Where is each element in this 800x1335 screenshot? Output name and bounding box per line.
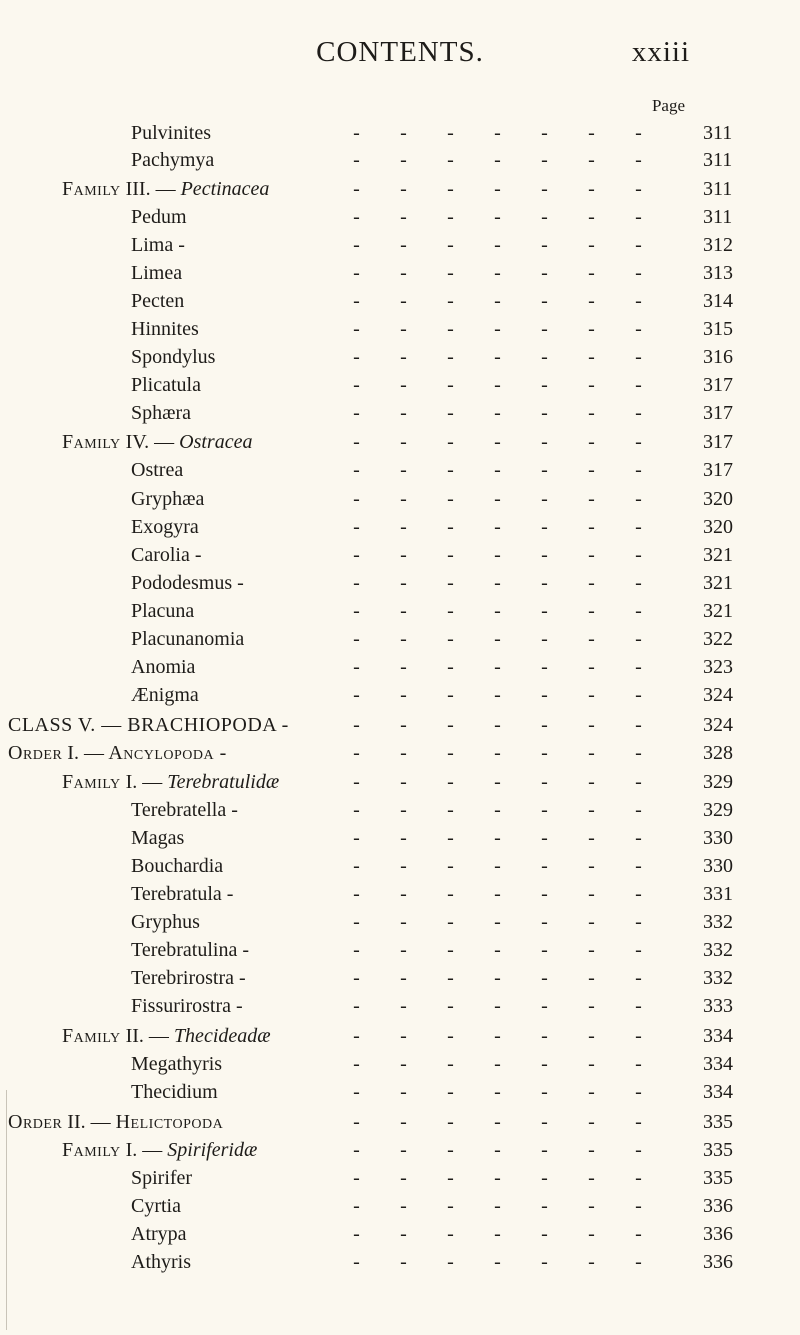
toc-entry bbox=[0, 1191, 800, 1221]
dot-leader: - - - - - - - bbox=[353, 488, 642, 510]
page-number: 336 bbox=[703, 1195, 733, 1217]
page-number: 314 bbox=[703, 290, 733, 312]
entry-text: Sphæra bbox=[131, 402, 191, 424]
entry-rank: Family bbox=[62, 431, 121, 453]
toc-entry bbox=[0, 286, 800, 316]
dot-leader: - - - - - - - bbox=[353, 122, 642, 144]
entry-text: Fissurirostra - bbox=[131, 995, 243, 1017]
entry-group-name: Ancylopoda - bbox=[103, 742, 227, 764]
entry-group-name: Spiriferidæ bbox=[167, 1139, 258, 1161]
toc-entry bbox=[0, 455, 800, 485]
entry-text: Pecten bbox=[131, 290, 185, 312]
page-number: 311 bbox=[703, 178, 733, 200]
toc-entry bbox=[0, 540, 800, 570]
toc-entry-label bbox=[131, 145, 214, 175]
toc-entry-label bbox=[131, 230, 185, 260]
entry-text: Terebrirostra - bbox=[131, 967, 246, 989]
page-number: 334 bbox=[703, 1081, 733, 1103]
entry-text: Limea bbox=[131, 262, 183, 284]
entry-text: Pulvinites bbox=[131, 122, 212, 144]
toc-entry bbox=[0, 484, 800, 514]
entry-text: Pododesmus - bbox=[131, 572, 244, 594]
dot-leader: - - - - - - - bbox=[353, 346, 642, 368]
toc-entry-label bbox=[131, 624, 244, 654]
toc-entry bbox=[0, 1135, 800, 1165]
dot-leader: - - - - - - - bbox=[353, 459, 642, 481]
toc-entry bbox=[0, 427, 800, 457]
page-number: 329 bbox=[703, 771, 733, 793]
toc-entry-label bbox=[131, 1049, 222, 1079]
toc-entry-label bbox=[131, 540, 202, 570]
page-number: 334 bbox=[703, 1053, 733, 1075]
page-number: 332 bbox=[703, 967, 733, 989]
page-number: 329 bbox=[703, 799, 733, 821]
running-title: CONTENTS. bbox=[316, 36, 484, 68]
toc-entry-label bbox=[131, 512, 199, 542]
toc-entry bbox=[0, 1219, 800, 1249]
page-number: 323 bbox=[703, 656, 733, 678]
dot-leader: - - - - - - - bbox=[353, 431, 642, 453]
dot-leader: - - - - - - - bbox=[353, 855, 642, 877]
toc-entry-label bbox=[62, 427, 252, 457]
toc-entry-label bbox=[131, 935, 249, 965]
page-number: 322 bbox=[703, 628, 733, 650]
entry-text: Hinnites bbox=[131, 318, 199, 340]
toc-entry-label bbox=[131, 258, 182, 288]
page-number: 315 bbox=[703, 318, 733, 340]
entry-rank: Family bbox=[62, 178, 121, 200]
toc-entry-label bbox=[8, 1107, 223, 1137]
dot-leader: - - - - - - - bbox=[353, 600, 642, 622]
toc-entry-label bbox=[131, 370, 201, 400]
dot-leader: - - - - - - - bbox=[353, 1025, 642, 1047]
entry-text: Atrypa bbox=[131, 1223, 187, 1245]
dot-leader: - - - - - - - bbox=[353, 1081, 642, 1103]
toc-entry-label bbox=[131, 342, 215, 372]
page-number: 324 bbox=[703, 714, 733, 736]
entry-text: Bouchardia bbox=[131, 855, 224, 877]
dot-leader: - - - - - - - bbox=[353, 374, 642, 396]
dot-leader: - - - - - - - bbox=[353, 206, 642, 228]
entry-text: Spirifer bbox=[131, 1167, 193, 1189]
dot-leader: - - - - - - - bbox=[353, 1251, 642, 1273]
entry-text: Pachymya bbox=[131, 149, 215, 171]
page-number: 330 bbox=[703, 827, 733, 849]
toc-entry bbox=[0, 1107, 800, 1137]
page-number: 335 bbox=[703, 1139, 733, 1161]
toc-entry-label bbox=[131, 484, 204, 514]
entry-text: II. — bbox=[67, 1111, 116, 1133]
entry-text: Gryphæa bbox=[131, 488, 205, 510]
page-number: 321 bbox=[703, 600, 733, 622]
toc-entry-label bbox=[131, 568, 244, 598]
entry-rank: Order bbox=[8, 1111, 63, 1133]
page-number: 311 bbox=[703, 122, 733, 144]
toc-entry bbox=[0, 202, 800, 232]
entry-text: Exogyra bbox=[131, 516, 199, 538]
page-number: 311 bbox=[703, 149, 733, 171]
page-number: 330 bbox=[703, 855, 733, 877]
toc-entry bbox=[0, 398, 800, 428]
entry-text: Ænigma bbox=[131, 684, 199, 706]
entry-text: Placunanomia bbox=[131, 628, 245, 650]
page-number: 321 bbox=[703, 572, 733, 594]
entry-rank: Family bbox=[62, 1139, 121, 1161]
dot-leader: - - - - - - - bbox=[353, 1053, 642, 1075]
entry-text: Lima - bbox=[131, 234, 185, 256]
toc-entry-label bbox=[131, 455, 183, 485]
toc-entry-label bbox=[131, 398, 191, 428]
page-number: 332 bbox=[703, 939, 733, 961]
toc-entry-label bbox=[131, 596, 194, 626]
entry-text: III. — bbox=[125, 178, 181, 200]
page-number: 317 bbox=[703, 374, 733, 396]
toc-entry-label bbox=[131, 286, 184, 316]
dot-leader: - - - - - - - bbox=[353, 714, 642, 736]
dot-leader: - - - - - - - bbox=[353, 799, 642, 821]
entry-text: Thecidium bbox=[131, 1081, 218, 1103]
toc-entry-label bbox=[131, 963, 246, 993]
dot-leader: - - - - - - - bbox=[353, 234, 642, 256]
dot-leader: - - - - - - - bbox=[353, 1195, 642, 1217]
page-number: 317 bbox=[703, 402, 733, 424]
page-number: 320 bbox=[703, 516, 733, 538]
page-number: 335 bbox=[703, 1111, 733, 1133]
page-number: 333 bbox=[703, 995, 733, 1017]
toc-entry-label bbox=[131, 680, 199, 710]
entry-text: II. — bbox=[125, 1025, 174, 1047]
entry-text: Athyris bbox=[131, 1251, 191, 1273]
toc-entry bbox=[0, 342, 800, 372]
entry-text: Spondylus bbox=[131, 346, 216, 368]
dot-leader: - - - - - - - bbox=[353, 628, 642, 650]
page-number: 335 bbox=[703, 1167, 733, 1189]
toc-entry bbox=[0, 512, 800, 542]
dot-leader: - - - - - - - bbox=[353, 572, 642, 594]
toc-entry-label bbox=[131, 652, 195, 682]
page-number: 317 bbox=[703, 431, 733, 453]
dot-leader: - - - - - - - bbox=[353, 1167, 642, 1189]
dot-leader: - - - - - - - bbox=[353, 827, 642, 849]
toc-entry bbox=[0, 568, 800, 598]
toc-entry bbox=[0, 145, 800, 175]
dot-leader: - - - - - - - bbox=[353, 967, 642, 989]
page-number: 328 bbox=[703, 742, 733, 764]
entry-text: CLASS V. — BRACHIOPODA - bbox=[8, 714, 289, 736]
entry-text: Cyrtia bbox=[131, 1195, 181, 1217]
binding-edge-line bbox=[6, 1090, 7, 1330]
entry-group-name: Terebratulidæ bbox=[167, 771, 280, 793]
page-number: 324 bbox=[703, 684, 733, 706]
entry-text: Magas bbox=[131, 827, 185, 849]
toc-entry-label bbox=[62, 1135, 257, 1165]
toc-entry bbox=[0, 624, 800, 654]
dot-leader: - - - - - - - bbox=[353, 684, 642, 706]
page-number: 317 bbox=[703, 459, 733, 481]
dot-leader: - - - - - - - bbox=[353, 290, 642, 312]
toc-entry bbox=[0, 314, 800, 344]
toc-entry-label bbox=[131, 879, 233, 909]
toc-entry bbox=[0, 1163, 800, 1193]
toc-entry-label bbox=[62, 1021, 271, 1051]
toc-entry bbox=[0, 652, 800, 682]
toc-entry bbox=[0, 1021, 800, 1051]
toc-entry-label bbox=[131, 118, 211, 148]
toc-entry-label bbox=[8, 710, 289, 740]
entry-text: Terebratula - bbox=[131, 883, 234, 905]
toc-entry bbox=[0, 991, 800, 1021]
toc-entry-label bbox=[131, 851, 223, 881]
dot-leader: - - - - - - - bbox=[353, 516, 642, 538]
page-number: 313 bbox=[703, 262, 733, 284]
toc-entry-label bbox=[131, 1247, 191, 1277]
page-column-label: Page bbox=[651, 96, 685, 115]
entry-text: Anomia bbox=[131, 656, 196, 678]
toc-entry bbox=[0, 118, 800, 148]
toc-entry bbox=[0, 738, 800, 768]
toc-entry bbox=[0, 710, 800, 740]
dot-leader: - - - - - - - bbox=[353, 995, 642, 1017]
toc-entry-label bbox=[131, 907, 200, 937]
page-number: 311 bbox=[703, 206, 733, 228]
entry-group-name: Helictopoda bbox=[115, 1111, 224, 1133]
toc-entry-label bbox=[62, 767, 279, 797]
toc-entry bbox=[0, 795, 800, 825]
dot-leader: - - - - - - - bbox=[353, 1223, 642, 1245]
toc-entry-label bbox=[131, 202, 187, 232]
toc-entry-label bbox=[131, 314, 199, 344]
dot-leader: - - - - - - - bbox=[353, 771, 642, 793]
page-number: 332 bbox=[703, 911, 733, 933]
toc-entry-label bbox=[131, 991, 243, 1021]
toc-entry-label bbox=[62, 174, 269, 204]
toc-entry-label bbox=[131, 1163, 192, 1193]
page-number: 336 bbox=[703, 1251, 733, 1273]
entry-rank: Family bbox=[62, 771, 121, 793]
page-number: 316 bbox=[703, 346, 733, 368]
dot-leader: - - - - - - - bbox=[353, 883, 642, 905]
toc-entry bbox=[0, 230, 800, 260]
entry-text: I. — bbox=[125, 1139, 168, 1161]
entry-text: Placuna bbox=[131, 600, 195, 622]
page-number: 321 bbox=[703, 544, 733, 566]
toc-entry bbox=[0, 935, 800, 965]
toc-entry bbox=[0, 823, 800, 853]
toc-entry bbox=[0, 851, 800, 881]
toc-entry-label bbox=[8, 738, 227, 768]
dot-leader: - - - - - - - bbox=[353, 402, 642, 424]
entry-text: Plicatula bbox=[131, 374, 201, 396]
toc-entry-label bbox=[131, 795, 238, 825]
entry-text: Ostrea bbox=[131, 459, 184, 481]
page-number: 334 bbox=[703, 1025, 733, 1047]
toc-entry bbox=[0, 1247, 800, 1277]
dot-leader: - - - - - - - bbox=[353, 149, 642, 171]
entry-text: Pedum bbox=[131, 206, 187, 228]
toc-entry bbox=[0, 370, 800, 400]
toc-entry bbox=[0, 680, 800, 710]
toc-entry bbox=[0, 907, 800, 937]
entry-text: Carolia - bbox=[131, 544, 202, 566]
dot-leader: - - - - - - - bbox=[353, 318, 642, 340]
entry-group-name: Thecideadæ bbox=[173, 1025, 271, 1047]
entry-text: Terebratella - bbox=[131, 799, 238, 821]
toc-entry bbox=[0, 174, 800, 204]
dot-leader: - - - - - - - bbox=[353, 544, 642, 566]
dot-leader: - - - - - - - bbox=[353, 178, 642, 200]
page-number: 312 bbox=[703, 234, 733, 256]
dot-leader: - - - - - - - bbox=[353, 911, 642, 933]
entry-rank: Order bbox=[8, 742, 63, 764]
dot-leader: - - - - - - - bbox=[353, 656, 642, 678]
entry-text: I. — bbox=[125, 771, 168, 793]
dot-leader: - - - - - - - bbox=[353, 1111, 642, 1133]
entry-text: Terebratulina - bbox=[131, 939, 249, 961]
page-number: 331 bbox=[703, 883, 733, 905]
toc-entry bbox=[0, 879, 800, 909]
toc-entry bbox=[0, 1077, 800, 1107]
toc-entry bbox=[0, 963, 800, 993]
toc-entry bbox=[0, 1049, 800, 1079]
toc-entry bbox=[0, 258, 800, 288]
toc-entry-label bbox=[131, 1219, 187, 1249]
dot-leader: - - - - - - - bbox=[353, 939, 642, 961]
toc-entry bbox=[0, 596, 800, 626]
entry-group-name: Ostracea bbox=[179, 431, 253, 453]
page-folio: xxiii bbox=[631, 36, 690, 68]
entry-rank: Family bbox=[62, 1025, 121, 1047]
entry-text: I. — bbox=[67, 742, 104, 764]
entry-text: Gryphus bbox=[131, 911, 200, 933]
page-number: 320 bbox=[703, 488, 733, 510]
dot-leader: - - - - - - - bbox=[353, 1139, 642, 1161]
entry-text: IV. — bbox=[125, 431, 180, 453]
page-number: 336 bbox=[703, 1223, 733, 1245]
toc-entry-label bbox=[131, 1191, 181, 1221]
toc-entry-label bbox=[131, 1077, 218, 1107]
dot-leader: - - - - - - - bbox=[353, 262, 642, 284]
entry-group-name: Pectinacea bbox=[180, 178, 270, 200]
dot-leader: - - - - - - - bbox=[353, 742, 642, 764]
toc-entry bbox=[0, 767, 800, 797]
entry-text: Megathyris bbox=[131, 1053, 223, 1075]
toc-entry-label bbox=[131, 823, 184, 853]
